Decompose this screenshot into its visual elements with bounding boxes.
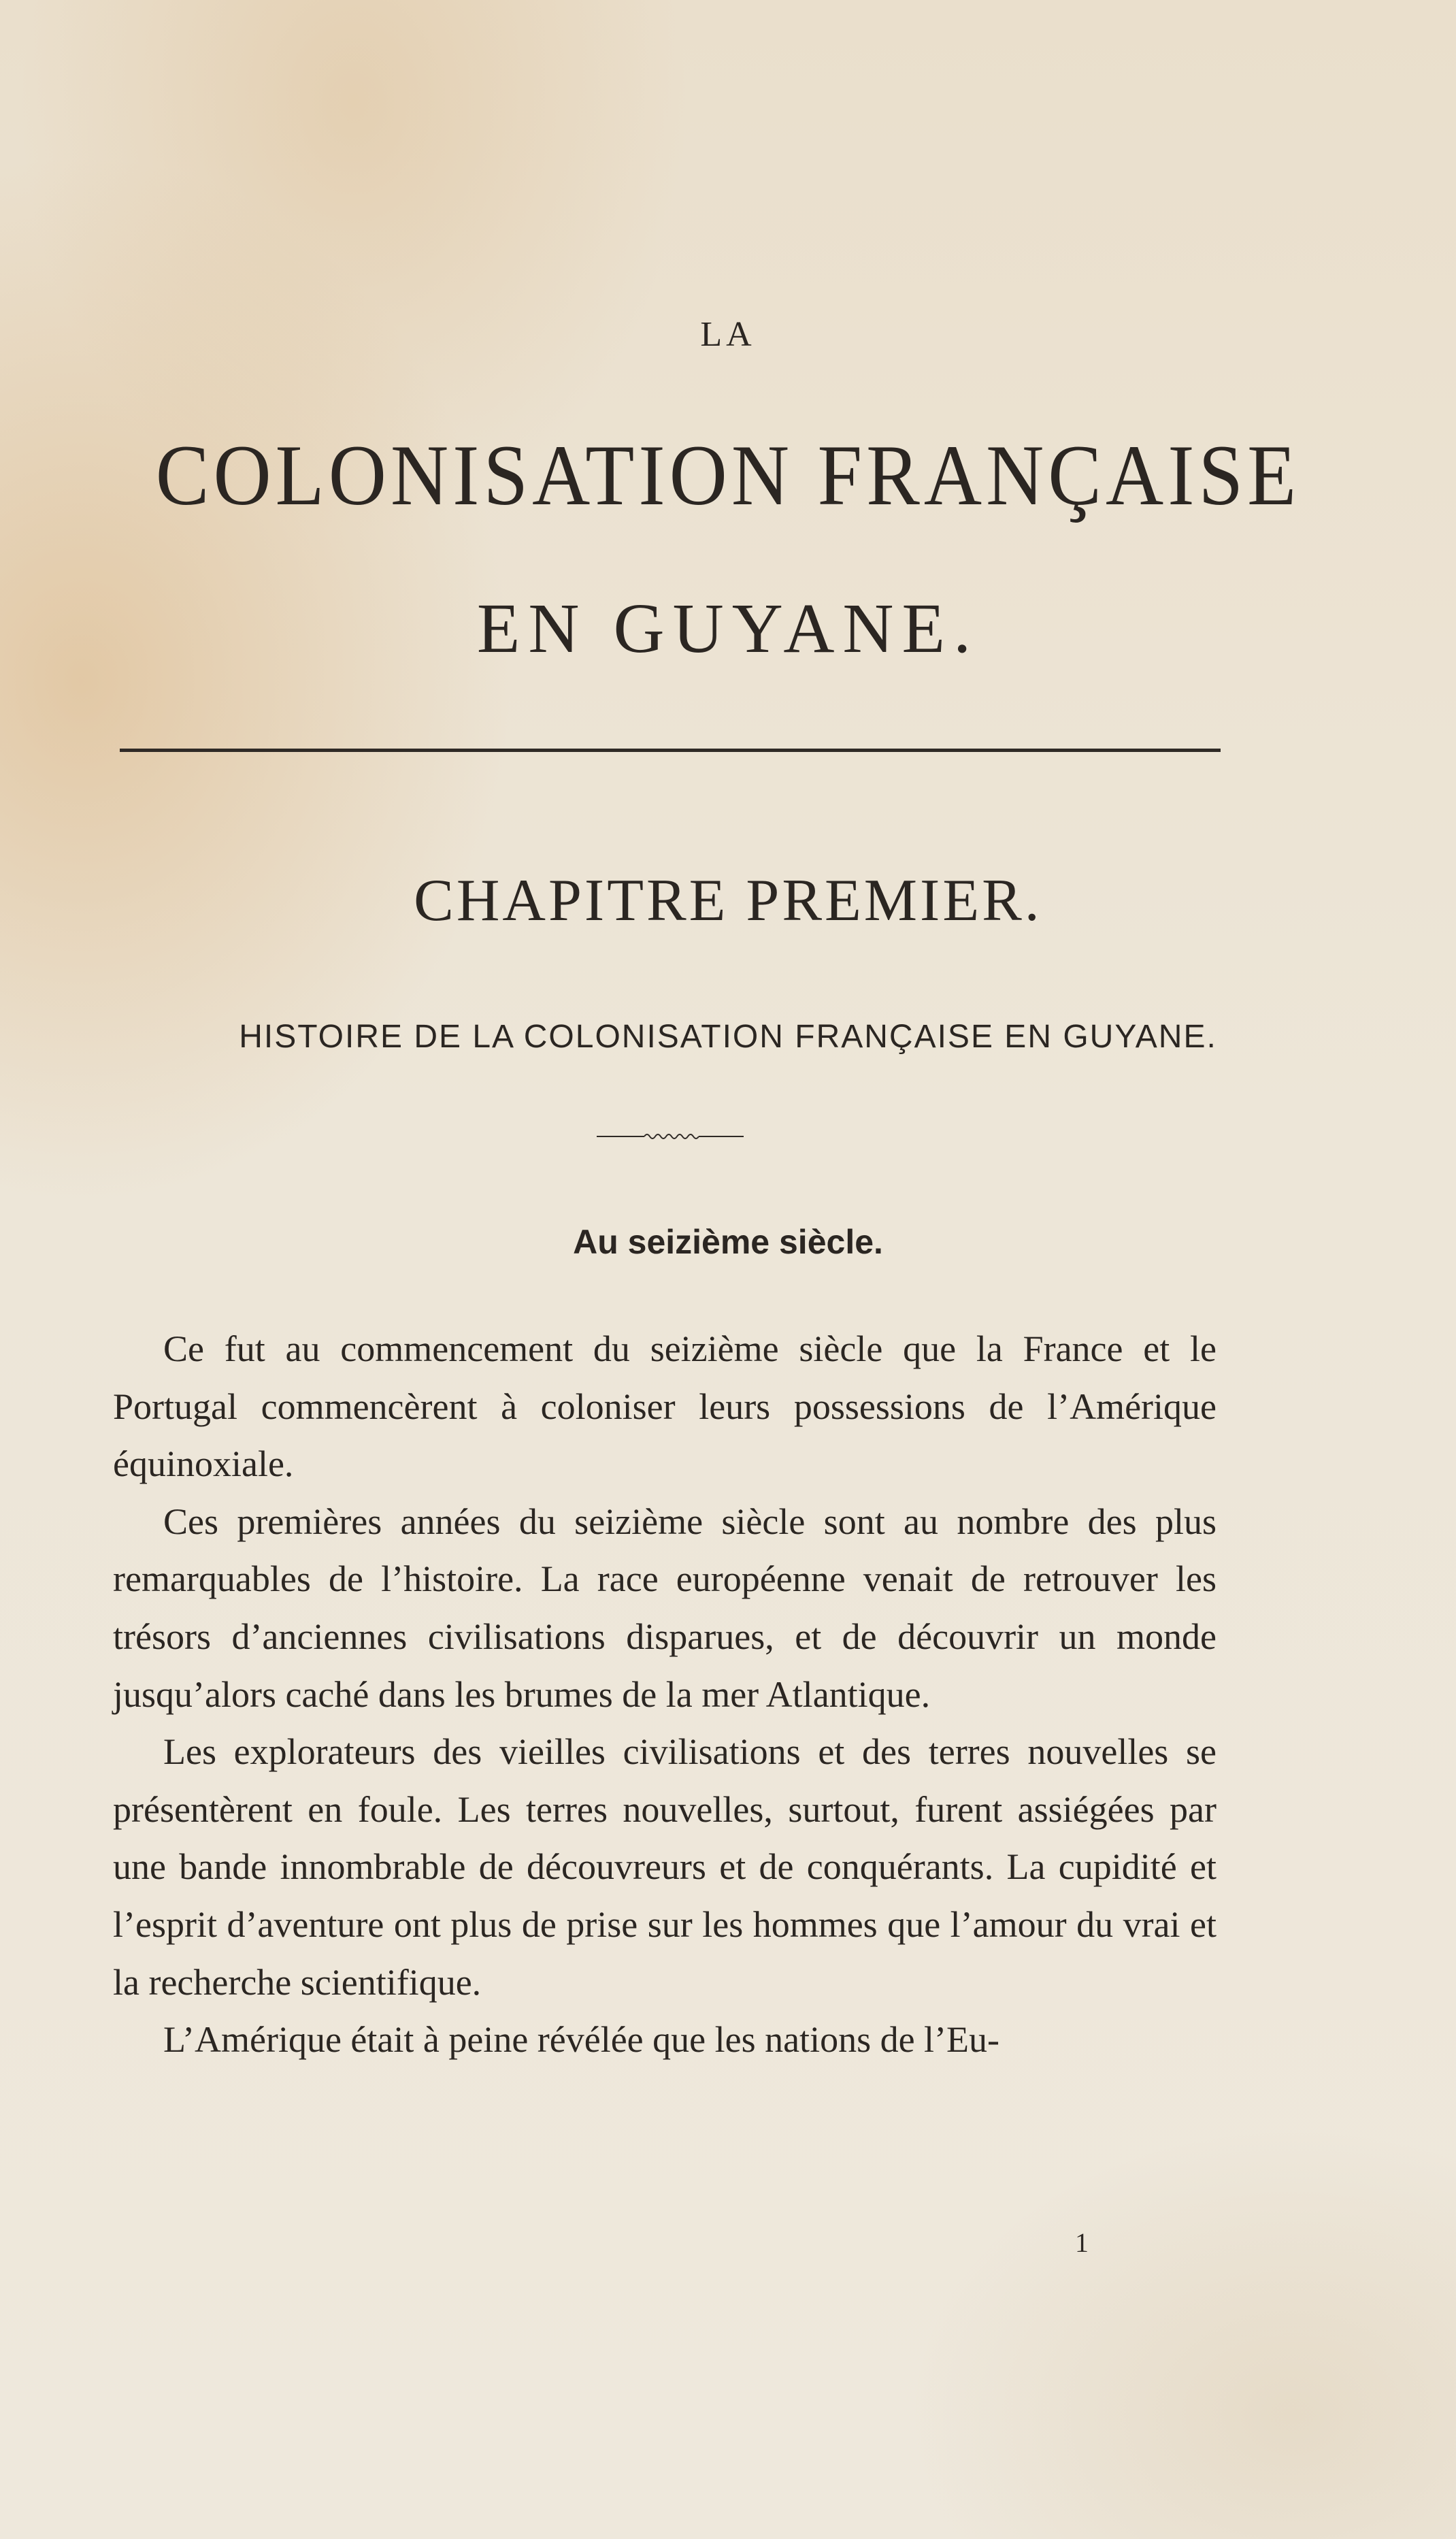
- chapter-title: CHAPITRE PREMIER.: [414, 868, 1042, 934]
- title-article: LA: [700, 315, 756, 354]
- body-text: [113, 1320, 1217, 2069]
- section-heading: Au seizième siècle.: [573, 1223, 883, 1261]
- book-title-line-1: COLONISATION FRANÇAISE: [155, 427, 1301, 524]
- paragraph: Ces premières années du seizième siècle sont au nombre des plus remarquables de l’histoire. La race européenne venait de retrouver les trésors d’anciennes civilisations disparues, et de découvrir un monde jusqu’alors caché dans les brumes de la mer Atlantique.: [113, 1501, 1217, 1715]
- paragraph: L’Amérique était à peine révélée que les nations de l’Eu-: [163, 2019, 1000, 2061]
- title-divider-rule: [120, 749, 1221, 752]
- chapter-subtitle: HISTOIRE DE LA COLONISATION FRANÇAISE EN GUYANE.: [239, 1019, 1217, 1055]
- book-title-line-2: EN GUYANE.: [476, 589, 980, 668]
- paragraph: Les explorateurs des vieilles civilisations et des terres nouvelles se présentèrent en foule. Les terres nouvelles, surtout, furent assiégées par une bande innombrable de découvreurs et de conquérants. La cupidité et l’esprit d’aventure ont plus de prise sur les hommes que l’amour du vrai et la recherche scientifique.: [113, 1731, 1217, 2003]
- paragraph: Ce fut au commencement du seizième siècle que la France et le Portugal commencèrent à coloniser leurs possessions de l’Amérique équinoxiale.: [113, 1328, 1217, 1485]
- wavy-ornament-divider: [595, 1130, 745, 1143]
- page-number: 1: [1075, 2227, 1089, 2258]
